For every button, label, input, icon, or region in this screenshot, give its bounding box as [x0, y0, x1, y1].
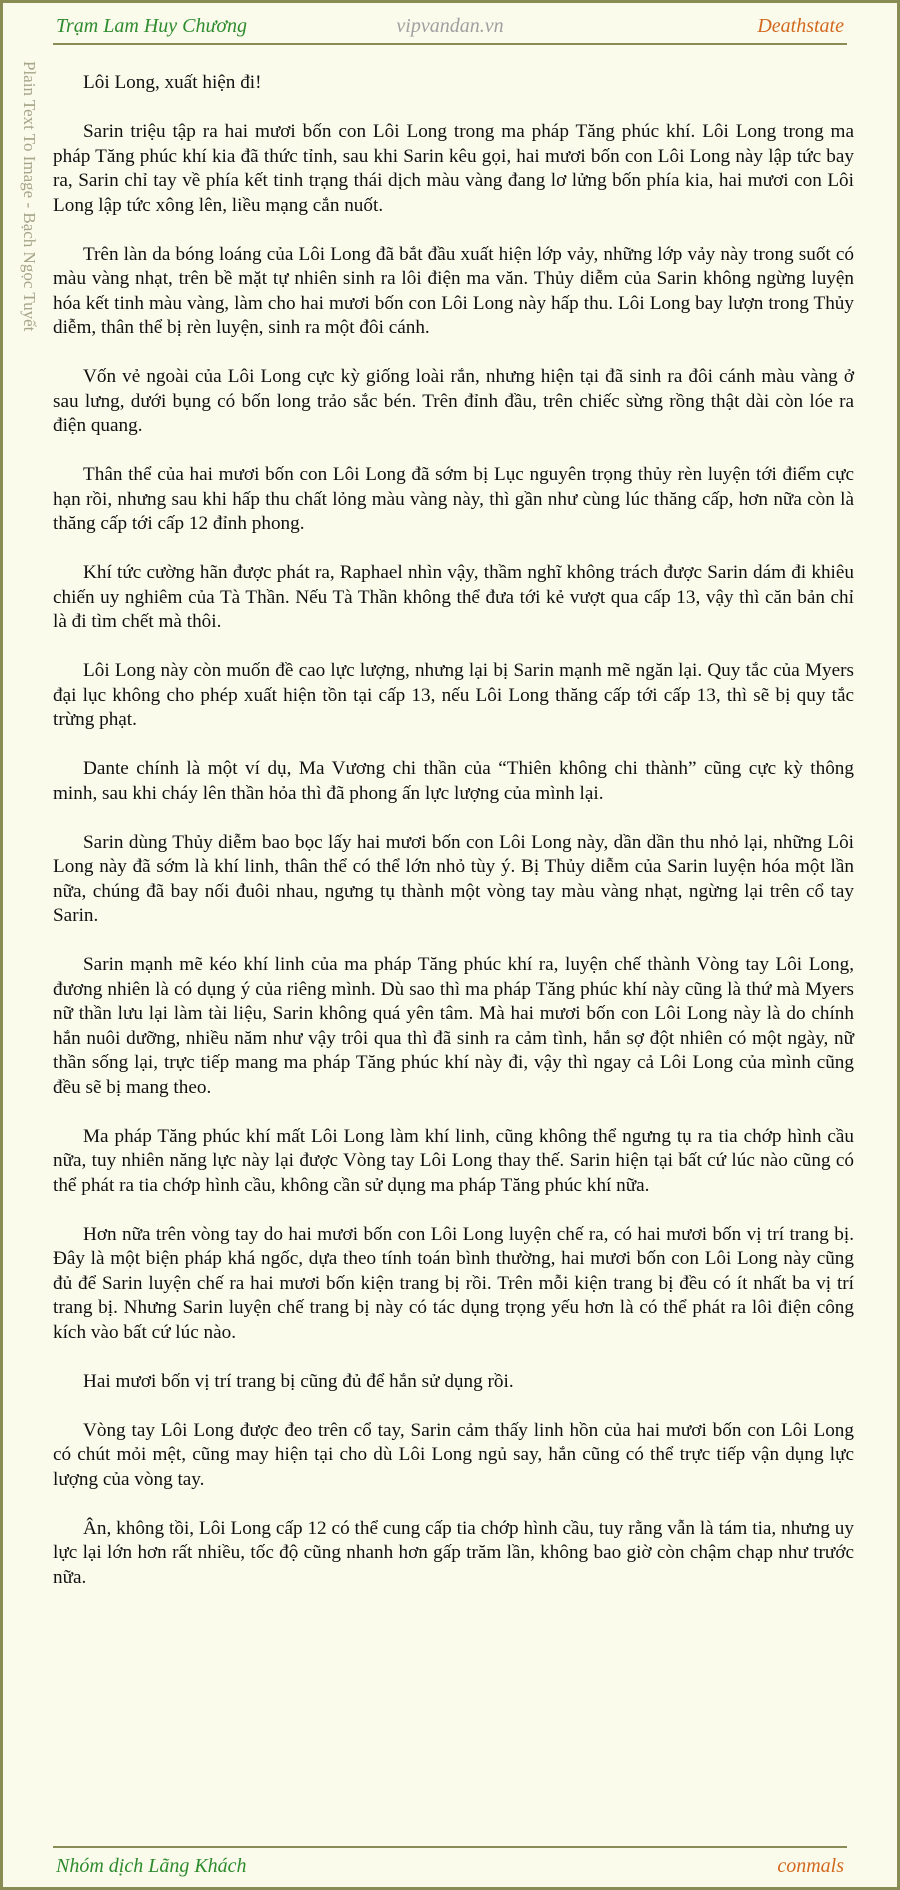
paragraph: Hai mươi bốn vị trí trang bị cũng đủ để hắn sử dụng rồi. — [83, 1370, 514, 1392]
page-footer — [53, 1846, 847, 1882]
paragraph: Vòng tay Lôi Long được đeo trên cổ tay, Sarin cảm thấy linh hồn của hai mươi bốn con Lôi Long có chút mỏi mệt, cũng may hiện tại cho dù Lôi Long ngủ say, hắn cũng có thể trực tiếp vận dụng lực lượng của vòng tay. — [53, 1419, 854, 1490]
footer-credit: conmals — [777, 1855, 844, 1877]
paragraph: Vốn vẻ ngoài của Lôi Long cực kỳ giống loài rắn, nhưng hiện tại đã sinh ra đôi cánh màu vàng ở sau lưng, dưới bụng có bốn long trảo sắc bén. Trên đỉnh đầu, trên chiếc sừng rồng thật dài còn lóe ra điện quang. — [53, 366, 854, 436]
page-header — [53, 11, 847, 45]
paragraph: Ân, không tồi, Lôi Long cấp 12 có thể cung cấp tia chớp hình cầu, tuy rằng vẫn là tám tia, nhưng uy lực lại lớn hơn rất nhiều, tốc độ cũng nhanh hơn gấp trăm lần, không bao giờ còn chậm chạp như trước nữa. — [53, 1517, 854, 1588]
side-watermark-text: Plain Text To Image - Bạch Ngọc Tuyết — [20, 61, 39, 332]
header-translator: Trạm Lam Huy Chương — [56, 15, 248, 37]
side-watermark — [17, 61, 41, 401]
paragraph: Trên làn da bóng loáng của Lôi Long đã bắt đầu xuất hiện lớp vảy, những lớp vảy này trong suốt có màu vàng nhạt, trên bề mặt tự nhiên sinh ra lôi điện ma văn. Thủy diễm của Sarin không ngừng luyện hóa kết tinh màu vàng, làm cho hai mươi bốn con Lôi Long này hấp thu. Lôi Long bay lượn trong Thủy diễm, thân thể bị rèn luyện, sinh ra một đôi cánh. — [53, 243, 854, 338]
paragraph: Thân thể của hai mươi bốn con Lôi Long đã sớm bị Lục nguyên trọng thủy rèn luyện tới điểm cực hạn rồi, nhưng sau khi hấp thu chất lỏng màu vàng này, thì gần như cùng lúc thăng cấp, hơn nữa còn là thăng cấp tới cấp 12 đỉnh phong. — [53, 464, 854, 534]
paragraph: Khí tức cường hãn được phát ra, Raphael nhìn vậy, thầm nghĩ không trách được Sarin dám đi khiêu chiến uy nghiêm của Tà Thần. Nếu Tà Thần không thể đưa tới kẻ vượt qua cấp 13, vậy thì căn bản chỉ là đi tìm chết mà thôi. — [53, 562, 854, 632]
header-site: vipvandan.vn — [396, 15, 504, 37]
paragraph: Sarin dùng Thủy diễm bao bọc lấy hai mươi bốn con Lôi Long này, dần dần thu nhỏ lại, những Lôi Long này đã sớm là khí linh, thân thể có thể lớn nhỏ tùy ý. Bị Thủy diễm của Sarin luyện hóa một lần nữa, chúng đã bay nối đuôi nhau, ngưng tụ thành một vòng tay màu vàng nhạt, ngừng lại trên cổ tay Sarin. — [53, 831, 854, 926]
footer-group: Nhóm dịch Lãng Khách — [56, 1855, 247, 1877]
paragraph: Lôi Long này còn muốn đề cao lực lượng, nhưng lại bị Sarin mạnh mẽ ngăn lại. Quy tắc của Myers đại lục không cho phép xuất hiện tồn tại cấp 13, nếu Lôi Long thăng cấp tới cấp 13, thì sẽ bị quy tắc trừng phạt. — [53, 660, 854, 730]
paragraph: Sarin mạnh mẽ kéo khí linh của ma pháp Tăng phúc khí ra, luyện chế thành Vòng tay Lôi Long, đương nhiên là có dụng ý của riêng mình. Dù sao thì ma pháp Tăng phúc khí này cũng là thứ mà Myers nữ thần lưu lại làm tài liệu, Sarin không quá yên tâm. Mà hai mươi bốn con Lôi Long này là do chính hắn nuôi dưỡng, nhiều năm như vậy trôi qua thì đã sinh ra cảm tình, hắn sợ đột nhiên có một ngày, nữ thần sống lại, trực tiếp mang ma pháp Tăng phúc khí này đi, vậy thì ngay cả Lôi Long của mình cũng đều sẽ bị mang theo. — [53, 954, 854, 1098]
paragraph: Sarin triệu tập ra hai mươi bốn con Lôi Long trong ma pháp Tăng phúc khí. Lôi Long trong ma pháp Tăng phúc khí kia đã thức tỉnh, sau khi Sarin kêu gọi, hai mươi bốn con Lôi Long này lập tức bay ra, Sarin chỉ tay về phía kết tinh trạng thái dịch màu vàng đang lơ lửng bốn phía kia, hai mươi con Lôi Long lập tức xông lên, liều mạng cắn nuốt. — [53, 121, 854, 216]
header-editor: Deathstate — [757, 15, 844, 37]
paragraph: Dante chính là một ví dụ, Ma Vương chi thần của “Thiên không chi thành” cũng cực kỳ thông minh, sau khi cháy lên thần hỏa thì đã phong ấn lực lượng của mình lại. — [53, 758, 854, 804]
paragraph: Lôi Long, xuất hiện đi! — [83, 72, 262, 93]
chapter-body — [53, 71, 854, 1615]
paragraph: Ma pháp Tăng phúc khí mất Lôi Long làm khí linh, cũng không thể ngưng tụ ra tia chớp hình cầu nữa, tuy nhiên năng lực này lại được Vòng tay Lôi Long thay thế. Sarin hiện tại bất cứ lúc nào cũng có thể phát ra tia chớp hình cầu, không cần sử dụng ma pháp Tăng phúc khí nữa. — [53, 1125, 854, 1196]
paragraph: Hơn nữa trên vòng tay do hai mươi bốn con Lôi Long luyện chế ra, có hai mươi bốn vị trí trang bị. Đây là một biện pháp khá ngốc, dựa theo tính toán bình thường, hai mươi bốn con Lôi Long này cũng đủ để Sarin luyện chế ra hai mươi bốn kiện trang bị rồi. Trên mỗi kiện trang bị đều có ít nhất ba vị trí trang bị. Nhưng Sarin luyện chế trang bị này có tác dụng trọng yếu hơn là có thể phát ra lôi điện công kích vào bất cứ lúc nào. — [53, 1223, 854, 1343]
